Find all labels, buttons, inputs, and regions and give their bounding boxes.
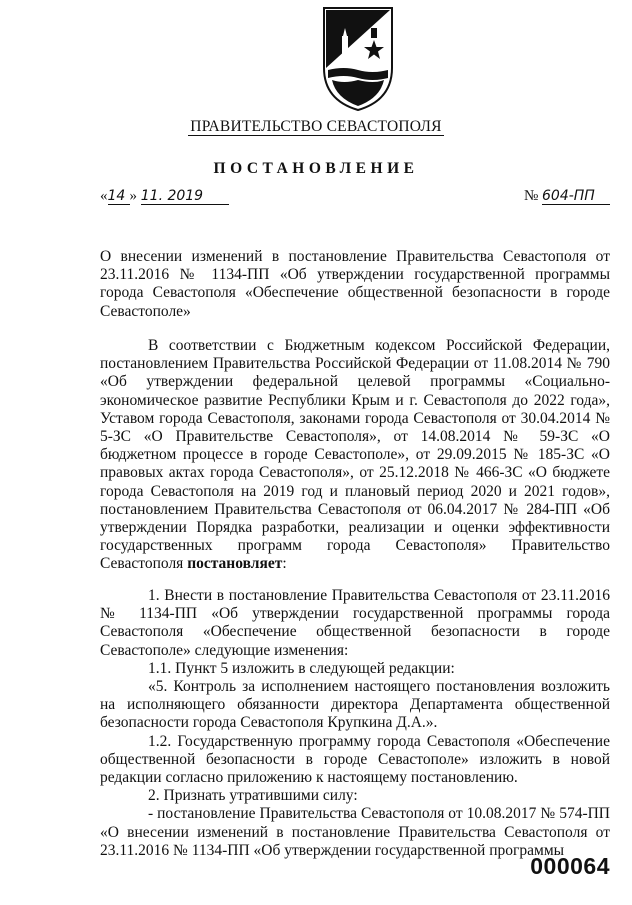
preamble-paragraph [100, 337, 610, 574]
item-1-1-text: «5. Контроль за исполнением настоящего постановления возложить на исполняющего обязанности директора Департамента общественной безопасности города Севастополя Крупкина Д.А.». [100, 678, 610, 732]
date-day: 14 [108, 188, 130, 205]
item-2: 2. Признать утратившими силу: [148, 787, 358, 805]
item-1-1: 1.1. Пункт 5 изложить в следующей редакции: [148, 659, 455, 677]
coat-of-arms-emblem [318, 6, 398, 112]
subject-text: О внесении изменений в постановление Правительства Севастополя от 23.11.2016 № 1134-ПП «Об утверждении государственной программы города Севастополя «Обеспечение общественной безопасности в городе Севастополе» [100, 248, 610, 320]
date-quote-close: » [129, 188, 137, 204]
item-1: 1. Внести в постановление Правительства Севастополя от 23.11.2016 № 1134-ПП «Об утверждении государственной программы города Севастополя «Обеспечение общественной безопасности в городе Севастополе» следующие изменения: [100, 587, 610, 659]
organization-title: ПРАВИТЕЛЬСТВО СЕВАСТОПОЛЯ [190, 118, 442, 135]
preamble-resolves: постановляет [187, 555, 283, 573]
item-2-bullet: - постановление Правительства Севастополя от 10.08.2017 № 574-ПП «О внесении изменений в постановление Правительства Севастополя от 23.11.2016 № 1134-ПП «Об утверждении государственной программы [100, 805, 610, 859]
subject-paragraph [100, 248, 610, 321]
operative-items [100, 587, 610, 860]
preamble-colon: : [282, 555, 287, 573]
document-number [524, 188, 610, 205]
date-quote-open: « [100, 188, 108, 204]
document-date [100, 188, 229, 205]
preamble-text [100, 337, 610, 574]
sheet-number: 000064 [530, 853, 610, 879]
item-1-2: 1.2. Государственную программу города Севастополя «Обеспечение общественной безопасности в городе Севастополе» изложить в новой редакции согласно приложению к настоящему постановлению. [100, 732, 610, 787]
preamble-body: В соответствии с Бюджетным кодексом Российской Федерации, постановлением Правительства Российской Федерации от 11.08.2014 № 790 «Об утверждении федеральной целевой программы «Социально-экономическое развитие Республики Крым и г. Севастополя до 2022 года», Уставом города Севастополя, законами города Севастополя от 30.04.2014 № 5-ЗС «О Правительстве Севастополя», от 14.08.2014 № 59-ЗС «О бюджетном процессе в городе Севастополе», от 29.09.2015 № 185-ЗС «О правовых актах города Севастополя», от 25.12.2018 № 466-ЗС «О бюджете города Севастополя на 2019 год и плановый период 2020 и 2021 годов», постановлением Правительства Севастополя от 06.04.2017 № 284-ПП «Об утверждении Порядка разработки, реализации и оценки эффективности государственных программ города Севастополя» Правительство Севастополя [100, 337, 610, 573]
number-value: 604-ПП [542, 188, 610, 205]
document-type-title: ПОСТАНОВЛЕНИЕ [213, 160, 419, 177]
organization-name [0, 118, 632, 136]
date-month-year: 11. 2019 [141, 188, 229, 205]
number-sign: № [523, 188, 539, 204]
